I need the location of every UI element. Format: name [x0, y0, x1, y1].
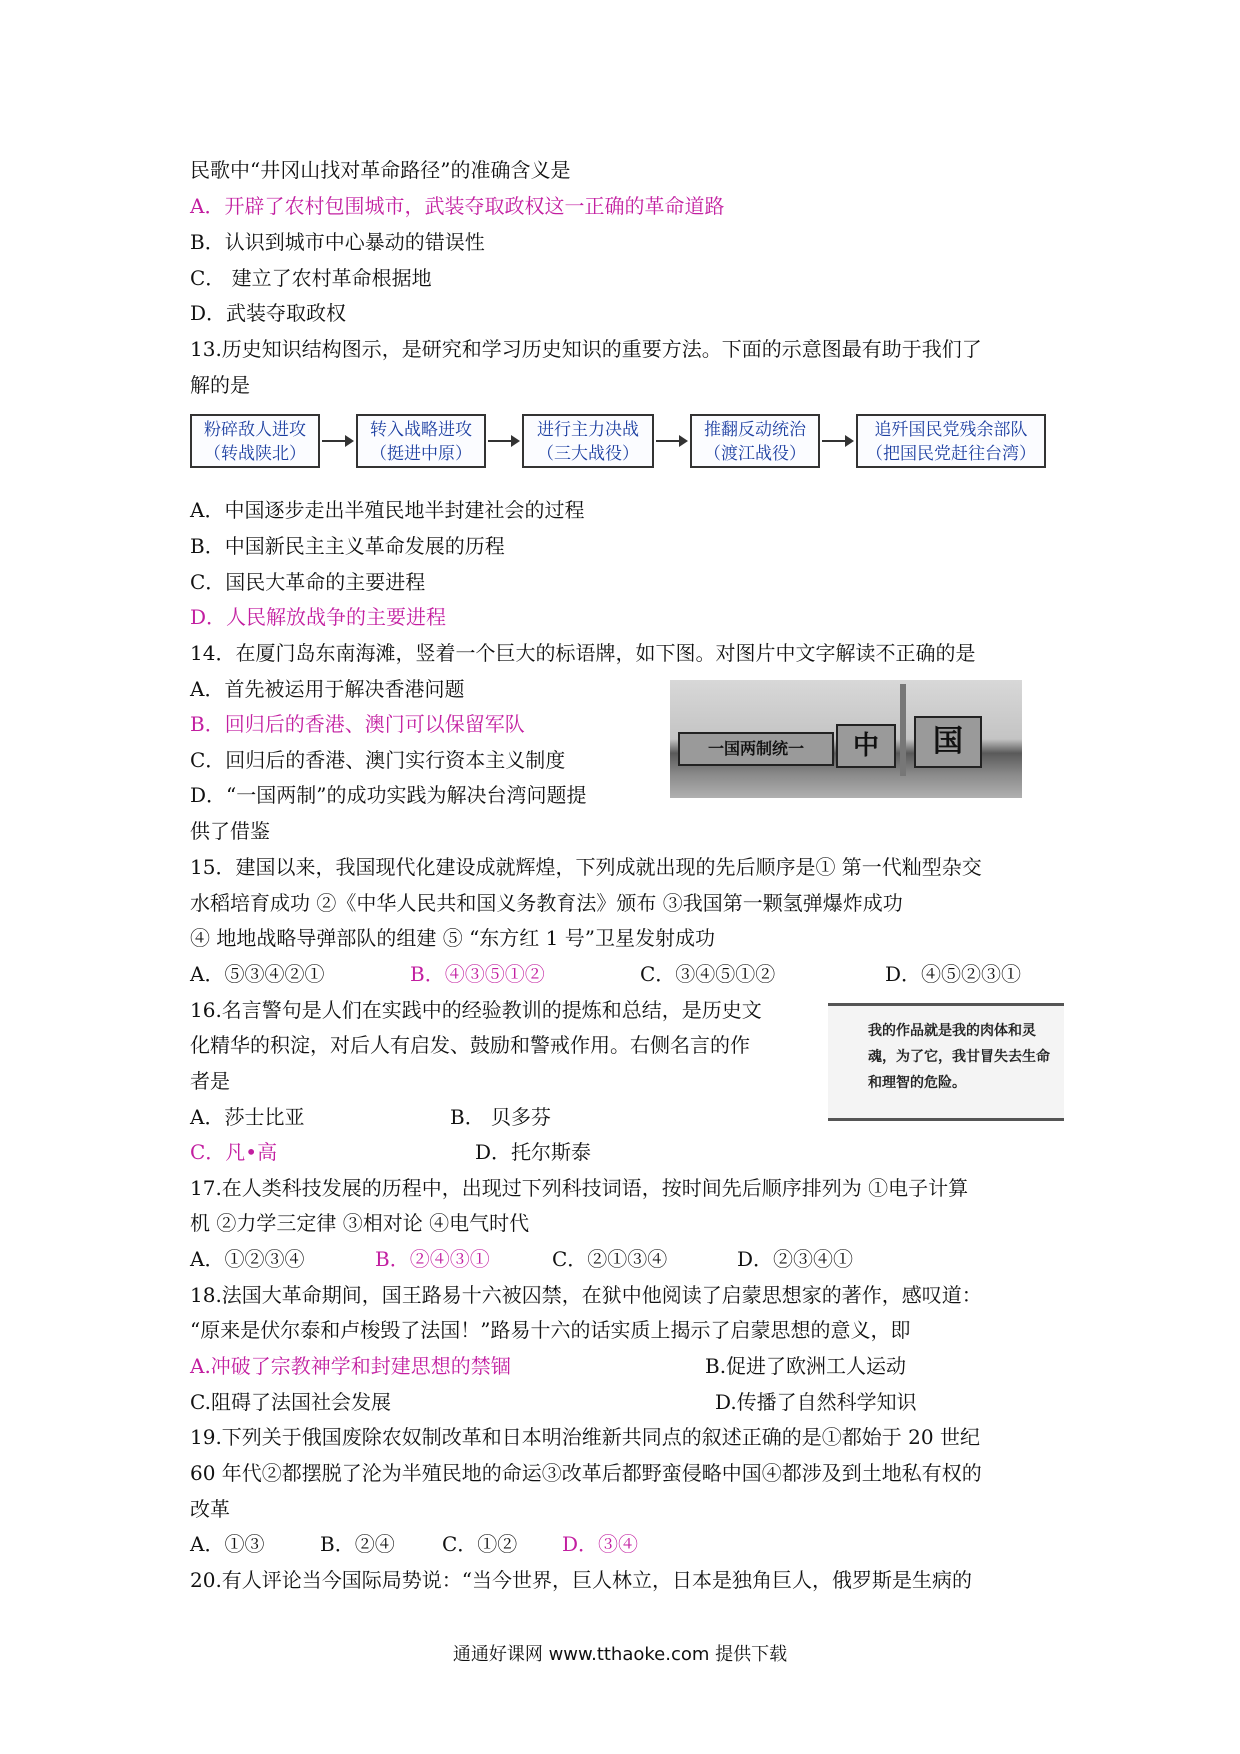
- flow-box-4-top: 推翻反动统治: [704, 420, 806, 440]
- q12-stem: 民歌中“井冈山找对革命路径”的准确含义是: [190, 158, 571, 182]
- billboard-middle: 中: [836, 724, 896, 768]
- q17-option-b: B．②④③①: [375, 1247, 490, 1271]
- flow-box-5-bottom: （把国民党赶往台湾）: [866, 444, 1036, 464]
- q19-stem-line2: 60 年代②都摆脱了沦为半殖民地的命运③改革后都野蛮侵略中国④都涉及到土地私有权的: [190, 1461, 982, 1485]
- q18-option-c: C.阻碍了法国社会发展: [190, 1390, 391, 1414]
- q13-stem-line1: 13.历史知识结构图示，是研究和学习历史知识的重要方法。下面的示意图最有助于我们了: [190, 337, 982, 361]
- q15-option-c: C．③④⑤①②: [640, 962, 776, 986]
- billboard-left: 一国两制统一: [678, 732, 834, 766]
- q15-option-b: B．④③⑤①②: [410, 962, 545, 986]
- flow-box-4: [690, 414, 820, 468]
- flow-box-3-bottom: （三大战役）: [537, 444, 639, 464]
- q12-option-d: D．武装夺取政权: [190, 301, 347, 325]
- flow-arrow: [656, 440, 686, 442]
- q19-option-d: D．③④: [562, 1532, 639, 1556]
- footer-source: 通通好课网 www.tthaoke.com 提供下载: [452, 1644, 788, 1665]
- flow-box-5-top: 追歼国民党残余部队: [874, 420, 1028, 440]
- flow-arrow: [322, 440, 352, 442]
- q14-option-b: B．回归后的香港、澳门可以保留军队: [190, 712, 525, 736]
- flow-box-1: [190, 414, 320, 468]
- q15-stem-line1: 15．建国以来，我国现代化建设成就辉煌，下列成就出现的先后顺序是① 第一代籼型杂交: [190, 855, 982, 879]
- q19-option-a: A．①③: [190, 1532, 265, 1556]
- flow-arrow: [822, 440, 852, 442]
- lamp-post: [900, 684, 906, 776]
- q15-option-a: A．⑤③④②①: [190, 962, 325, 986]
- q13-option-c: C．国民大革命的主要进程: [190, 570, 426, 594]
- billboard-right: 国: [914, 716, 982, 768]
- q18-option-b: B.促进了欧洲工人运动: [705, 1354, 907, 1378]
- flow-box-3: [522, 414, 654, 468]
- q12-option-a: A．开辟了农村包围城市，武装夺取政权这一正确的革命道路: [190, 194, 725, 218]
- q19-option-b: B．②④: [320, 1532, 395, 1556]
- q18-stem-line1: 18.法国大革命期间，国王路易十六被囚禁，在狱中他阅读了启蒙思想家的著作，感叹道：: [190, 1283, 982, 1307]
- q15-stem-line2: 水稻培育成功 ②《中华人民共和国义务教育法》颁布 ③我国第一颗氢弹爆炸成功: [190, 891, 903, 915]
- q17-option-a: A．①②③④: [190, 1247, 305, 1271]
- q12-option-b: B．认识到城市中心暴动的错误性: [190, 230, 485, 254]
- q16-option-a: A．莎士比亚: [190, 1105, 305, 1129]
- q16-option-d: D．托尔斯泰: [475, 1140, 592, 1164]
- q17-stem-line1: 17.在人类科技发展的历程中，出现过下列科技词语，按时间先后顺序排列为 ①电子计算: [190, 1176, 969, 1200]
- flow-box-2-bottom: （挺进中原）: [370, 444, 472, 464]
- q18-option-d: D.传播了自然科学知识: [715, 1390, 917, 1414]
- q19-stem-line1: 19.下列关于俄国废除农奴制改革和日本明治维新共同点的叙述正确的是①都始于 20 世纪: [190, 1425, 980, 1449]
- flow-box-1-bottom: （转战陕北）: [204, 444, 306, 464]
- flowchart: [190, 414, 1050, 474]
- q13-stem-line2: 解的是: [190, 373, 250, 397]
- q16-stem-line1: 16.名言警句是人们在实践中的经验教训的提炼和总结，是历史文: [190, 998, 762, 1022]
- q16-option-b: B． 贝多芬: [450, 1105, 552, 1129]
- q14-option-a: A．首先被运用于解决香港问题: [190, 677, 465, 701]
- flow-arrow: [488, 440, 518, 442]
- flow-box-1-top: 粉碎敌人进攻: [204, 420, 306, 440]
- q14-option-d-line2: 供了借鉴: [190, 819, 270, 843]
- q15-option-d: D．④⑤②③①: [885, 962, 1022, 986]
- flow-box-2-top: 转入战略进攻: [370, 420, 472, 440]
- q17-option-c: C．②①③④: [552, 1247, 668, 1271]
- q14-stem: 14．在厦门岛东南海滩，竖着一个巨大的标语牌，如下图。对图片中文字解读不正确的是: [190, 641, 976, 665]
- q17-stem-line2: 机 ②力学三定律 ③相对论 ④电气时代: [190, 1211, 530, 1235]
- slogan-billboard-photo: [670, 680, 1022, 798]
- q16-stem-line3: 者是: [190, 1069, 230, 1093]
- q14-option-d-line1: D．“一国两制”的成功实践为解决台湾问题提: [190, 783, 587, 807]
- q12-option-c: C． 建立了农村革命根据地: [190, 266, 432, 290]
- q13-option-d: D．人民解放战争的主要进程: [190, 605, 447, 629]
- q20-stem-line1: 20.有人评论当今国际局势说：“当今世界，巨人林立，日本是独角巨人，俄罗斯是生病的: [190, 1568, 973, 1592]
- q18-option-a: A.冲破了宗教神学和封建思想的禁锢: [190, 1354, 511, 1378]
- flow-box-2: [356, 414, 486, 468]
- flow-box-3-top: 进行主力决战: [537, 420, 639, 440]
- quote-box: 我的作品就是我的肉体和灵魂，为了它，我甘冒失去生命和理智的危险。: [828, 1003, 1064, 1121]
- q16-option-c: C．凡•高: [190, 1140, 278, 1164]
- q16-stem-line2: 化精华的积淀，对后人有启发、鼓励和警戒作用。右侧名言的作: [190, 1033, 750, 1057]
- q19-option-c: C．①②: [442, 1532, 518, 1556]
- q18-stem-line2: “原来是伏尔泰和卢梭毁了法国！”路易十六的话实质上揭示了启蒙思想的意义，即: [190, 1318, 911, 1342]
- flow-box-5: [856, 414, 1046, 468]
- q13-option-b: B．中国新民主主义革命发展的历程: [190, 534, 505, 558]
- flow-box-4-bottom: （渡江战役）: [704, 444, 806, 464]
- q14-option-c: C．回归后的香港、澳门实行资本主义制度: [190, 748, 566, 772]
- q15-stem-line3: ④ 地地战略导弹部队的组建 ⑤ “东方红 1 号”卫星发射成功: [190, 926, 715, 950]
- q13-option-a: A．中国逐步走出半殖民地半封建社会的过程: [190, 498, 585, 522]
- q19-stem-line3: 改革: [190, 1497, 230, 1521]
- q17-option-d: D．②③④①: [737, 1247, 854, 1271]
